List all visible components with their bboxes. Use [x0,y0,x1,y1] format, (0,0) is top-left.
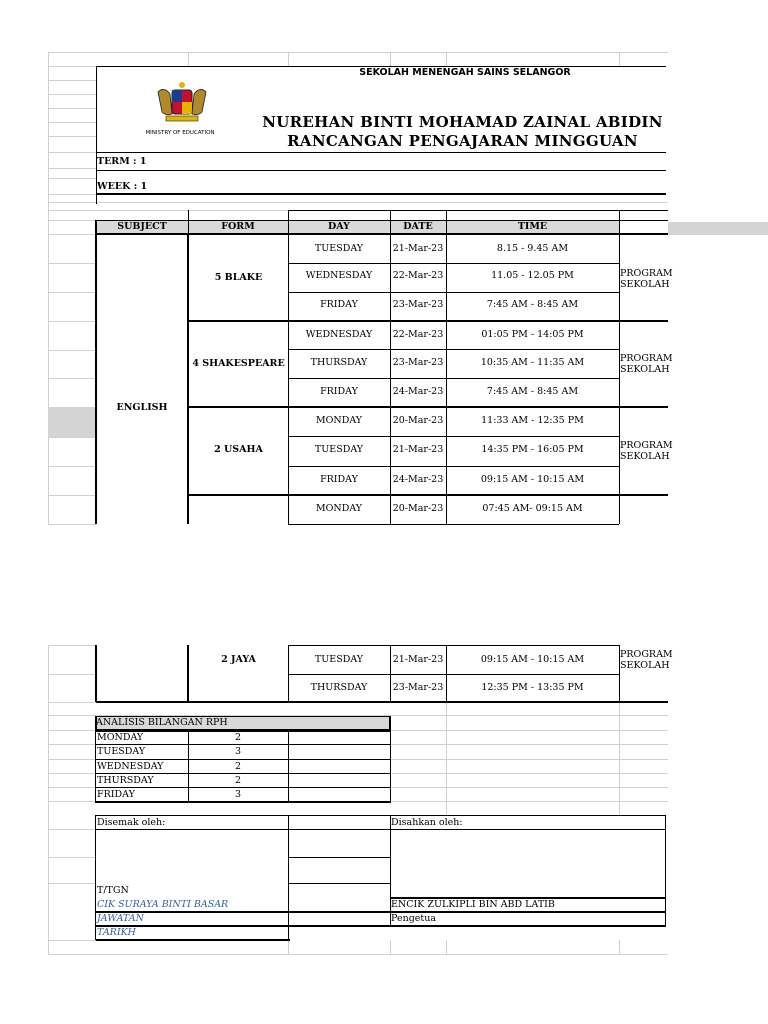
row-time: 11.05 - 12.05 PM [491,270,574,281]
program-3-line2: SEKOLAH [620,451,670,462]
form-5-blake: 5 BLAKE [214,272,263,283]
program-2-line2: SEKOLAH [620,364,670,375]
analysis-day: TUESDAY [97,746,146,757]
scroll-indicator[interactable] [668,222,768,235]
approver-role: Pengetua [391,913,437,924]
header-subject: SUBJECT [117,221,167,232]
analysis-count: 2 [234,775,242,786]
program-1-line2: SEKOLAH [620,279,670,290]
row-day: WEDNESDAY [305,270,373,281]
row-time: 10:35 AM - 11:35 AM [480,357,585,368]
program-3-line1: PROGRAM [620,440,673,451]
school-name: SEKOLAH MENENGAH SAINS SELANGOR [359,67,571,78]
row-date: 23-Mar-23 [392,299,444,310]
row-date: 22-Mar-23 [392,270,444,281]
row-day: MONDAY [315,415,363,426]
analysis-day: MONDAY [97,732,144,743]
tarikh-label: TARIKH [97,927,136,938]
header-date: DATE [403,221,433,232]
row-day: TUESDAY [314,243,364,254]
row-date: 23-Mar-23 [392,682,444,693]
ministry-label: MINISTRY OF EDUCATION [145,130,215,136]
row-time: 07:45 AM- 09:15 AM [482,503,583,514]
selected-cell[interactable] [48,407,96,437]
row-day: TUESDAY [314,444,364,455]
row-date: 24-Mar-23 [392,474,444,485]
analysis-count: 3 [234,789,242,800]
row-date: 20-Mar-23 [392,503,444,514]
header-day: DAY [328,221,350,232]
checked-by-label: Disemak oleh: [97,817,166,828]
analysis-day: THURSDAY [97,775,154,786]
program-1-line1: PROGRAM [620,268,673,279]
row-time: 7:45 AM - 8:45 AM [486,386,579,397]
program-4-line2: SEKOLAH [620,660,670,671]
row-date: 22-Mar-23 [392,329,444,340]
analysis-title: ANALISIS BILANGAN RPH [96,717,228,728]
jawatan-label: JAWATAN [97,913,144,924]
ttgn-label: T/TGN [97,885,129,896]
row-day: MONDAY [315,503,363,514]
analysis-count: 2 [234,761,242,772]
program-2-line1: PROGRAM [620,353,673,364]
checker-name: CIK SURAYA BINTI BASAR [97,899,229,910]
form-2-jaya: 2 JAYA [221,654,256,665]
row-date: 23-Mar-23 [392,357,444,368]
row-day: FRIDAY [320,386,358,397]
subject-cell: ENGLISH [116,402,168,413]
row-date: 21-Mar-23 [392,654,444,665]
row-time: 11:33 AM - 12:35 PM [481,415,584,426]
header-form: FORM [221,221,255,232]
form-4-shakespeare: 4 SHAKESPEARE [192,358,285,369]
form-2-usaha: 2 USAHA [214,444,263,455]
analysis-count: 2 [234,732,242,743]
teacher-name: NUREHAN BINTI MOHAMAD ZAINAL ABIDIN [262,113,663,131]
row-day: THURSDAY [310,682,368,693]
approver-name: ENCIK ZULKIPLI BIN ABD LATIB [391,899,555,910]
row-time: 12:35 PM - 13:35 PM [481,682,584,693]
row-day: FRIDAY [320,474,358,485]
row-time: 7:45 AM - 8:45 AM [486,299,579,310]
row-date: 20-Mar-23 [392,415,444,426]
row-time: 8.15 - 9.45 AM [496,243,569,254]
row-date: 24-Mar-23 [392,386,444,397]
row-time: 09:15 AM - 10:15 AM [480,474,585,485]
row-date: 21-Mar-23 [392,444,444,455]
row-time: 14:35 PM - 16:05 PM [481,444,584,455]
row-time: 01:05 PM - 14:05 PM [481,329,584,340]
term-label: TERM : 1 [97,156,147,167]
analysis-day: WEDNESDAY [97,761,164,772]
program-4-line1: PROGRAM [620,649,673,660]
week-label: WEEK : 1 [97,181,148,192]
header-time: TIME [517,221,548,232]
row-day: THURSDAY [310,357,368,368]
crest-logo [150,78,214,126]
row-day: WEDNESDAY [305,329,373,340]
approved-by-label: Disahkan oleh: [391,817,463,828]
row-day: TUESDAY [314,654,364,665]
analysis-count: 3 [234,746,242,757]
analysis-day: FRIDAY [97,789,135,800]
row-time: 09:15 AM - 10:15 AM [480,654,585,665]
plan-title: RANCANGAN PENGAJARAN MINGGUAN [287,132,638,150]
row-date: 21-Mar-23 [392,243,444,254]
row-day: FRIDAY [320,299,358,310]
